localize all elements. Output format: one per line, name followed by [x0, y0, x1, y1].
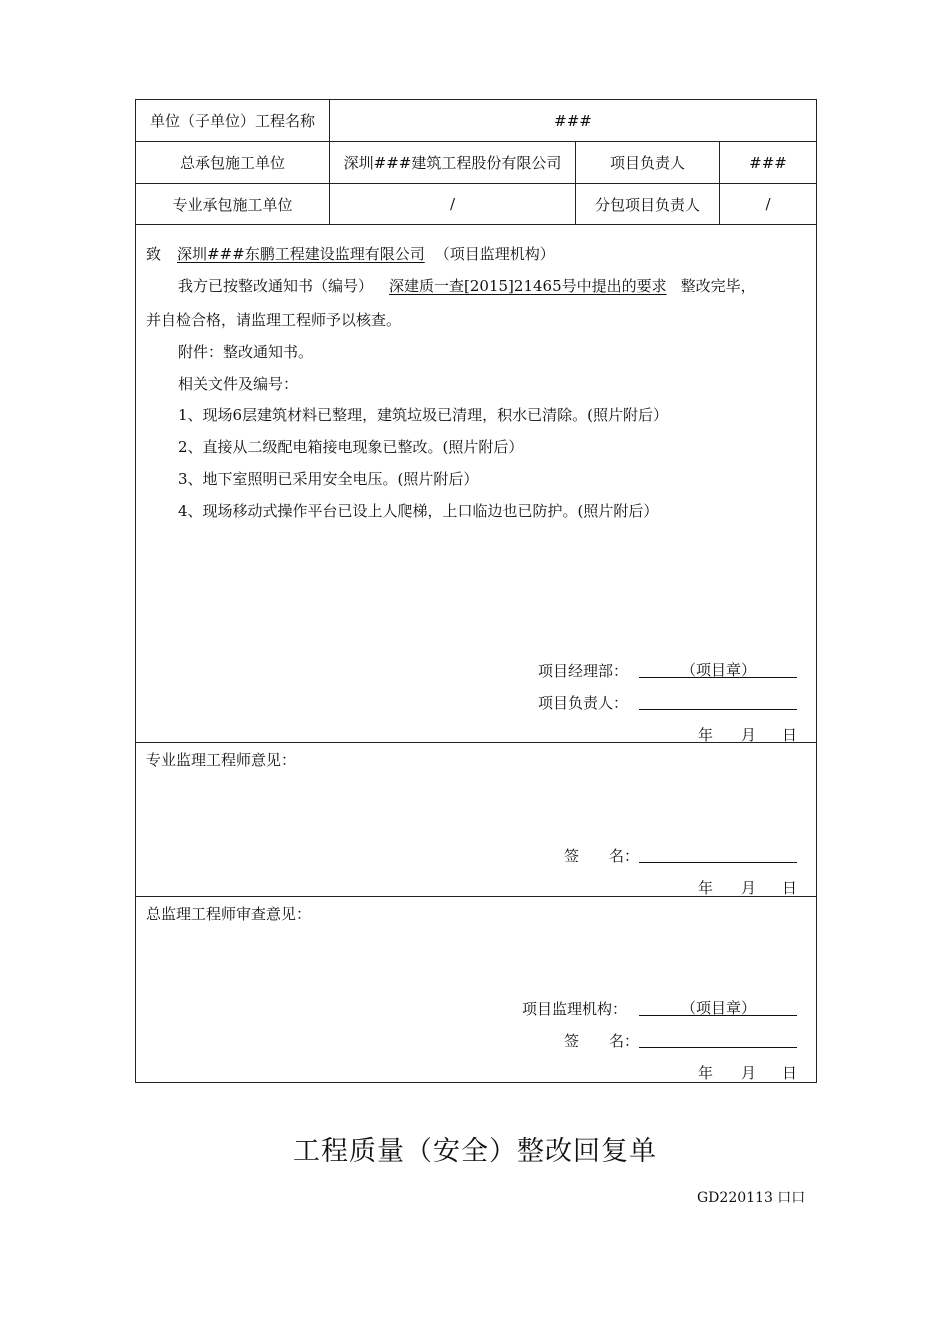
chief-seal: （项目章） — [681, 999, 757, 1017]
body-date-year: 年 — [698, 726, 714, 744]
dept-label: 项目经理部： — [538, 662, 629, 680]
list-item: 1、现场6层建筑材料已整理，建筑垃圾已清理，积水已清除。(照片附后） — [178, 406, 668, 424]
chief-date-day: 日 — [782, 1064, 798, 1082]
specialty-contractor-value: / — [449, 195, 456, 213]
body-date-day: 日 — [782, 726, 798, 744]
chief-sign-label: 签 名： — [564, 1032, 640, 1050]
chief-date-year: 年 — [698, 1064, 714, 1082]
to-suffix: （项目监理机构） — [434, 245, 555, 263]
chief-date-month: 月 — [741, 1064, 757, 1082]
list-item: 4、现场移动式操作平台已设上人爬梯，上口临边也已防护。(照片附后） — [178, 502, 659, 520]
dept-seal: （项目章） — [681, 661, 757, 679]
notice-code: 深建质一查[2015]21465号中提出的要求 — [389, 277, 667, 295]
specialty-contractor-label: 专业承包施工单位 — [172, 195, 293, 214]
engineer-date-month: 月 — [741, 879, 757, 897]
chief-org-label: 项目监理机构： — [522, 1000, 628, 1018]
general-contractor-label: 总承包施工单位 — [179, 154, 285, 172]
body-date-month: 月 — [741, 726, 757, 744]
para1-start: 我方已按整改通知书（编号） — [178, 277, 374, 295]
engineer-date-year: 年 — [698, 879, 714, 897]
document-title: 工程质量（安全）整改回复单 — [293, 1136, 657, 1167]
project-manager-value: ### — [749, 153, 787, 172]
supervision-org: 深圳###东鹏工程建设监理有限公司 — [177, 245, 425, 263]
engineer-sign-line — [639, 862, 797, 863]
paragraph-line-2: 并自检合格，请监理工程师予以核查。 — [146, 311, 402, 329]
related-docs-heading: 相关文件及编号： — [178, 375, 299, 393]
person-label: 项目负责人： — [538, 694, 629, 712]
engineer-sign-label: 签 名： — [564, 847, 640, 865]
addressee-line — [146, 243, 555, 264]
sub-manager-label: 分包项目负责人 — [594, 195, 700, 214]
list-item: 3、地下室照明已采用安全电压。(照片附后） — [178, 470, 479, 488]
project-name-value: ### — [554, 111, 592, 130]
general-contractor-value: 深圳###建筑工程股份有限公司 — [343, 154, 562, 172]
para1-end: 整改完毕， — [680, 277, 756, 295]
document-code: GD220113 口口 — [697, 1190, 806, 1206]
person-sign-line — [639, 709, 797, 710]
to-prefix: 致 — [146, 245, 162, 263]
paragraph-line-1 — [178, 275, 756, 296]
engineer-date-day: 日 — [782, 879, 798, 897]
engineer-opinion-title: 专业监理工程师意见： — [146, 751, 297, 769]
attachment-line: 附件：整改通知书。 — [178, 343, 314, 361]
list-item: 2、直接从二级配电箱接电现象已整改。(照片附后） — [178, 438, 524, 456]
project-name-label: 单位（子单位）工程名称 — [149, 112, 315, 130]
sub-manager-value: / — [765, 195, 771, 213]
project-manager-label: 项目负责人 — [609, 154, 685, 172]
chief-opinion-title: 总监理工程师审查意见： — [146, 905, 312, 923]
chief-sign-line — [639, 1047, 797, 1048]
